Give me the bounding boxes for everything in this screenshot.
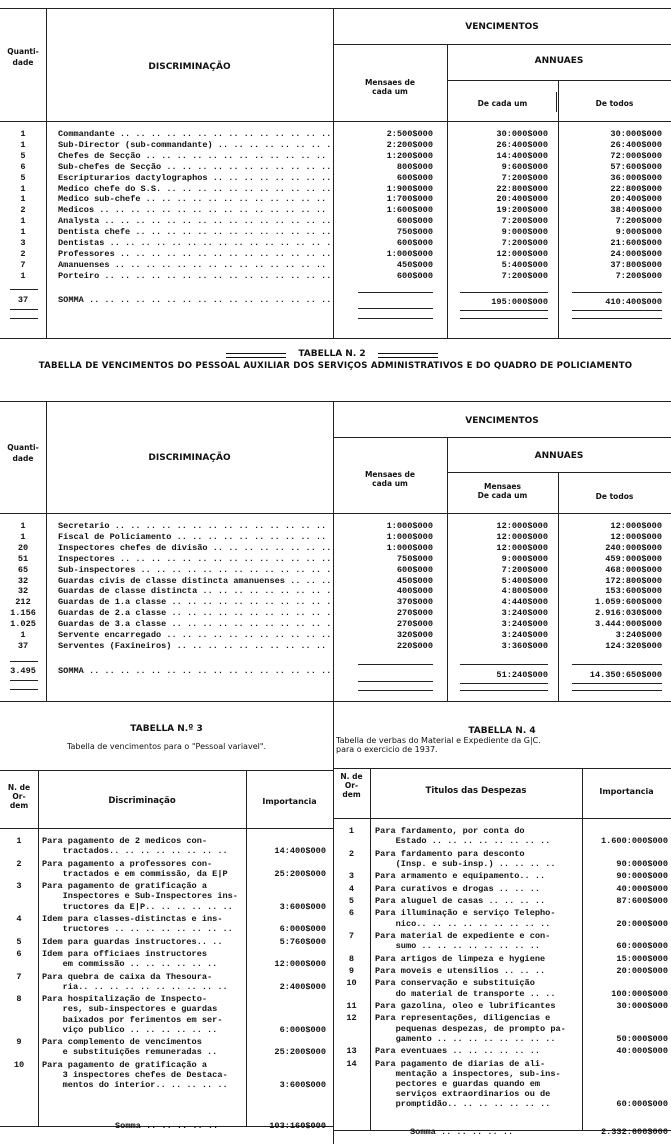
annual-each-cell: 12:000$000 <box>496 248 548 259</box>
annual-total-cell: 2.916:030$000 <box>594 608 662 619</box>
t1-total-label: SOMMA .. .. <box>58 296 330 305</box>
description-cell: Guardas de 1.a classe .. .. <box>58 598 330 607</box>
annual-each-cell: 3:240$000 <box>501 608 548 619</box>
description-cell: Para representações, diligencias e pequenas despezas, de prompto pa- gamento .. .. .. .. .. .. .. .. <box>375 1013 566 1044</box>
qty-cell: 2 <box>20 248 26 259</box>
description-cell: Inspectores .. .. <box>58 555 330 564</box>
t3-disc-header: Discriminação <box>108 796 176 806</box>
annual-each-cell: 7:200$000 <box>501 216 548 227</box>
t4-imp-header: Importancia <box>599 787 654 796</box>
description-cell: Para complemento de vencimentos e substituições remuneradas .. <box>42 1037 218 1058</box>
annual-total-cell: 37:800$000 <box>610 259 662 270</box>
annual-each-cell: 7:200$000 <box>501 270 548 281</box>
description-cell: Sub-chefes de Secção .. .. <box>58 163 330 172</box>
monthly-cell: 600$000 <box>396 270 433 281</box>
annual-total-cell: 3:240$000 <box>615 630 662 640</box>
annual-total-cell: 468:000$000 <box>605 564 662 575</box>
description-cell: Para conservação e substituição do material de transporte .. .. <box>375 978 556 999</box>
description-cell: Para pagamento de diarias de ali- mentação a inspectores, sub-ins- pectores e guardas quando em serviços extraordinarios ou de promptidão.. .. .. .. .. .. .. <box>375 1058 561 1110</box>
monthly-cell: 450$000 <box>396 259 433 270</box>
amount-cell: 25:200$000 <box>274 868 326 879</box>
qty-cell: 1 <box>20 630 26 640</box>
amount-cell: 60:000$000 <box>616 1099 668 1110</box>
qty-cell: 2 <box>20 205 26 216</box>
qty-cell: 5 <box>20 150 26 161</box>
qty-cell: 20 <box>17 542 29 553</box>
annual-total-cell: 7:200$000 <box>615 216 662 227</box>
qty-cell: 1.025 <box>10 619 36 630</box>
amount-cell: 12:000$000 <box>274 959 326 970</box>
description-cell: Dentista chefe .. .. <box>58 228 330 237</box>
description-cell: Para quebra de caixa da Thesoura- ria.. .. .. .. .. .. .. .. .. .. <box>42 971 228 992</box>
annual-each-cell: 5:400$000 <box>501 259 548 270</box>
annual-each-cell: 7:200$000 <box>501 238 548 248</box>
order-number-cell: 6 <box>16 949 22 959</box>
order-number-cell: 14 <box>346 1058 357 1069</box>
annual-total-cell: 12:000$000 <box>610 531 662 542</box>
qty-cell: 1.156 <box>10 608 36 619</box>
qty-cell: 212 <box>15 597 31 608</box>
order-number-cell: 12 <box>346 1013 357 1024</box>
order-number-cell: 9 <box>16 1037 22 1048</box>
t4-subtitle: Tabella de verbas do Material e Expediente da G|C. para o exercicio de 1937. <box>336 736 541 754</box>
annual-total-cell: 22:800$000 <box>610 183 662 194</box>
order-number-cell: 10 <box>346 978 357 989</box>
description-cell: Guardas civis de classe distincta amanuenses .. .. <box>58 577 330 586</box>
qty-cell: 5 <box>20 172 26 183</box>
monthly-cell: 1:700$000 <box>386 194 433 205</box>
monthly-cell: 450$000 <box>396 575 433 586</box>
t2-decada-header: Mensaes De cada um <box>477 482 528 500</box>
order-number-cell: 1 <box>16 836 22 846</box>
monthly-cell: 270$000 <box>396 619 433 630</box>
description-cell: Sub-inspectores .. .. <box>58 566 330 575</box>
description-cell: Para fardamento, por conta do Estado .. .. .. .. .. .. .. .. <box>375 826 551 847</box>
t2-total-label: SOMMA .. .. <box>58 667 330 676</box>
description-cell: Escripturarios dactylographos .. .. <box>58 174 330 183</box>
t1-total-cada: 195:000$000 <box>491 297 548 307</box>
annual-each-cell: 30:000$000 <box>496 129 548 139</box>
amount-cell: 40:000$000 <box>616 1046 668 1057</box>
monthly-cell: 600$000 <box>396 238 433 248</box>
description-cell: Para gazolina, oleo e lubrificantes <box>375 1001 556 1011</box>
monthly-cell: 2:500$000 <box>386 129 433 139</box>
order-number-cell: 2 <box>16 858 22 869</box>
amount-cell: 25:200$000 <box>274 1047 326 1058</box>
amount-cell: 87:600$000 <box>616 896 668 906</box>
qty-cell: 32 <box>17 586 29 597</box>
order-number-cell: 7 <box>348 931 355 941</box>
order-number-cell: 7 <box>16 971 22 982</box>
description-cell: Para pagamento de 2 medicos con- tractados.. .. .. .. .. .. .. .. <box>42 836 228 857</box>
t1-qty-header: Quanti- dade <box>7 47 39 67</box>
monthly-cell: 1:000$000 <box>386 531 433 542</box>
description-cell: Serventes (Faxineiros) .. .. <box>58 642 330 651</box>
annual-each-cell: 9:600$000 <box>501 161 548 172</box>
t3-title-number: TABELLA N.º 3 <box>130 724 203 734</box>
description-cell: Para pagamento a professores con- tractados e em commissão, da E|P <box>42 858 228 879</box>
annual-total-cell: 21:600$000 <box>610 238 662 248</box>
description-cell: Professores .. .. <box>58 250 330 259</box>
t1-total-qty: 37 <box>17 295 29 305</box>
order-number-cell: 4 <box>348 883 355 894</box>
description-cell: Para curativos e drogas .. .. .. <box>375 883 541 894</box>
monthly-cell: 1:900$000 <box>386 183 433 194</box>
description-cell: Medico chefe do S.S. .. .. <box>58 185 330 194</box>
t2-mensal-header: Mensaes de cada um <box>364 470 416 488</box>
description-cell: Guardas de 3.a classe .. .. <box>58 620 330 629</box>
t2-title: TABELLA DE VENCIMENTOS DO PESSOAL AUXILIAR DOS SERVIÇOS ADMINISTRATIVOS E DO QUADRO DE POLICIAMENTO <box>38 361 633 371</box>
qty-cell: 1 <box>20 139 26 150</box>
order-number-cell: 8 <box>16 994 22 1005</box>
monthly-cell: 220$000 <box>396 640 433 651</box>
annual-total-cell: 30:000$000 <box>610 129 662 139</box>
description-cell: Medico sub-chefe .. .. <box>58 195 330 204</box>
order-number-cell: 5 <box>16 936 22 947</box>
annual-each-cell: 7:200$000 <box>501 564 548 575</box>
amount-cell: 15:000$000 <box>616 953 668 964</box>
annual-total-cell: 20:400$000 <box>610 194 662 205</box>
t4-ord-header: N. de Or- dem <box>340 772 363 799</box>
qty-cell: 1 <box>20 270 26 281</box>
qty-cell: 1 <box>20 521 26 531</box>
t2-qty-header: Quanti- dade <box>7 443 39 463</box>
monthly-cell: 750$000 <box>396 227 433 238</box>
qty-cell: 3 <box>20 238 26 248</box>
annual-total-cell: 153:600$000 <box>605 586 662 597</box>
order-number-cell: 6 <box>348 908 355 919</box>
description-cell: Idem para guardas instructores.. .. <box>42 936 223 947</box>
t1-discriminacao-header: DISCRIMINAÇÃO <box>148 62 231 72</box>
annual-total-cell: 36:000$000 <box>610 172 662 183</box>
t2-total-cada: 51:240$000 <box>496 670 548 680</box>
annual-total-cell: 9:000$000 <box>615 227 662 238</box>
description-cell: Porteiro .. .. <box>58 272 330 281</box>
t1-total-todos: 410:400$000 <box>605 297 662 307</box>
t2-total-todos: 14.350:650$000 <box>589 670 662 680</box>
annual-total-cell: 240:000$000 <box>605 542 662 553</box>
order-number-cell: 9 <box>348 966 355 976</box>
description-cell: Medicos .. .. <box>58 206 330 215</box>
t3-subtitle: Tabella de vencimentos para o "Pessoal variavel". <box>66 742 267 751</box>
description-cell: Para pagamento de gratificação a 3 inspectores chefes de Destaca- mentos do interior.. .. .. .. .. <box>42 1059 228 1091</box>
order-number-cell: 11 <box>346 1001 357 1011</box>
monthly-cell: 370$000 <box>396 597 433 608</box>
t3-total: 103:160$000 <box>269 1121 326 1131</box>
annual-total-cell: 24:000$000 <box>610 248 662 259</box>
amount-cell: 3:600$000 <box>279 901 326 912</box>
t2-title-number: TABELLA N. 2 <box>298 349 366 359</box>
t1-annuaes-header: ANNUAES <box>534 56 584 66</box>
annual-each-cell: 12:000$000 <box>496 531 548 542</box>
t1-detodos-header: De todos <box>595 99 634 108</box>
monthly-cell: 600$000 <box>396 564 433 575</box>
annual-each-cell: 26:400$000 <box>496 139 548 150</box>
annual-total-cell: 57:600$000 <box>610 161 662 172</box>
amount-cell: 40:000$000 <box>616 883 668 894</box>
annual-total-cell: 3.444:000$000 <box>594 619 662 630</box>
amount-cell: 100:000$000 <box>611 988 668 999</box>
description-cell: Secretario .. .. <box>58 522 330 531</box>
amount-cell: 20:000$000 <box>616 918 668 929</box>
order-number-cell: 1 <box>348 826 355 836</box>
description-cell: Para hospitalização de Inspecto- res, sub-inspectores e guardas baixados por ferimentos em ser- viço publico .. .. .. .. .. .. <box>42 994 223 1035</box>
qty-cell: 37 <box>17 640 29 651</box>
amount-cell: 60:000$000 <box>616 941 668 952</box>
annual-each-cell: 5:400$000 <box>501 575 548 586</box>
description-cell: Guardas de 2.a classe .. .. <box>58 609 330 618</box>
annual-each-cell: 20:400$000 <box>496 194 548 205</box>
t4-total: 2.332:600$000 <box>600 1127 668 1137</box>
qty-cell: 1 <box>20 194 26 205</box>
t2-total-qty: 3.495 <box>10 666 36 676</box>
monthly-cell: 750$000 <box>396 553 433 564</box>
t3-ord-header: N. de Or- dem <box>7 783 31 810</box>
t4-total-label: Somma .. .. .. .. .. <box>410 1127 514 1137</box>
description-cell: Para fardamento para desconto (Insp. e sub-insp.) .. .. .. .. <box>375 848 556 869</box>
description-cell: Guardas de classe distincta .. .. <box>58 587 330 596</box>
description-cell: Chefes de Secção .. .. <box>58 152 330 161</box>
monthly-cell: 800$000 <box>396 161 433 172</box>
annual-each-cell: 4:800$000 <box>501 586 548 597</box>
description-cell: Commandante .. .. <box>58 130 330 139</box>
t1-vencimentos-header: VENCIMENTOS <box>465 22 539 32</box>
qty-cell: 1 <box>20 129 26 139</box>
amount-cell: 6:000$000 <box>279 924 326 935</box>
annual-each-cell: 14:400$000 <box>496 150 548 161</box>
description-cell: Dentistas .. .. <box>58 239 330 248</box>
t4-disc-header: Titulos das Despezas <box>425 786 527 796</box>
qty-cell: 1 <box>20 183 26 194</box>
monthly-cell: 270$000 <box>396 608 433 619</box>
order-number-cell: 3 <box>16 881 22 892</box>
order-number-cell: 8 <box>348 953 355 964</box>
amount-cell: 5:760$000 <box>279 936 326 947</box>
order-number-cell: 2 <box>348 848 355 859</box>
order-number-cell: 10 <box>13 1059 25 1070</box>
t3-total-label: Somma .. .. .. .. .. <box>115 1121 219 1131</box>
description-cell: Idem para officiaes instructores em commissão .. .. .. .. .. .. <box>42 949 218 970</box>
t2-annuaes-header: ANNUAES <box>534 451 584 461</box>
amount-cell: 30:000$000 <box>616 1001 668 1011</box>
t2-vencimentos-header: VENCIMENTOS <box>465 416 539 426</box>
qty-cell: 7 <box>20 259 26 270</box>
monthly-cell: 1:000$000 <box>386 542 433 553</box>
annual-each-cell: 4:440$000 <box>501 597 548 608</box>
description-cell: Para moveis e utensilios .. .. .. <box>375 966 546 976</box>
description-cell: Amanuenses .. .. <box>58 261 330 270</box>
annual-each-cell: 22:800$000 <box>496 183 548 194</box>
annual-each-cell: 3:240$000 <box>501 630 548 640</box>
annual-each-cell: 19:200$000 <box>496 205 548 216</box>
t4-title-number: TABELLA N. 4 <box>468 726 536 736</box>
qty-cell: 51 <box>17 553 29 564</box>
monthly-cell: 1:200$000 <box>386 150 433 161</box>
monthly-cell: 1:600$000 <box>386 205 433 216</box>
description-cell: Servente encarregado .. .. <box>58 631 330 640</box>
annual-each-cell: 12:000$000 <box>496 542 548 553</box>
description-cell: Para illuminação e serviço Telepho- nico.. .. .. .. .. .. .. .. .. <box>375 908 556 929</box>
annual-total-cell: 26:400$000 <box>610 139 662 150</box>
annual-total-cell: 12:000$000 <box>610 521 662 531</box>
annual-total-cell: 459:000$000 <box>605 553 662 564</box>
qty-cell: 1 <box>20 216 26 227</box>
annual-total-cell: 1.059:600$000 <box>594 597 662 608</box>
description-cell: Inspectores chefes de divisão .. .. <box>58 544 330 553</box>
monthly-cell: 600$000 <box>396 172 433 183</box>
description-cell: Para eventuaes .. .. .. .. .. .. <box>375 1046 541 1057</box>
monthly-cell: 1:000$000 <box>386 521 433 531</box>
description-cell: Sub-Director (sub-commandante) .. .. <box>58 141 330 150</box>
amount-cell: 3:600$000 <box>279 1080 326 1091</box>
t1-decada-header: De cada um <box>477 99 528 108</box>
t2-discriminacao-header: DISCRIMINAÇÃO <box>148 453 231 463</box>
monthly-cell: 2:200$000 <box>386 139 433 150</box>
description-cell: Para armamento e equipamento.. .. <box>375 871 546 882</box>
order-number-cell: 3 <box>348 871 355 882</box>
amount-cell: 6:000$000 <box>279 1024 326 1035</box>
annual-total-cell: 7:200$000 <box>615 270 662 281</box>
annual-total-cell: 172:800$000 <box>605 575 662 586</box>
qty-cell: 32 <box>17 575 29 586</box>
description-cell: Para aluguel de casas .. .. .. .. <box>375 896 546 906</box>
annual-each-cell: 12:000$000 <box>496 521 548 531</box>
order-number-cell: 5 <box>348 896 355 906</box>
monthly-cell: 400$000 <box>396 586 433 597</box>
annual-each-cell: 3:240$000 <box>501 619 548 630</box>
amount-cell: 50:000$000 <box>616 1033 668 1044</box>
description-cell: Para pagamento de gratificação a Inspectores e Sub-Inspectores ins- tructores da E|P.. .. .. .. .. .. <box>42 881 238 912</box>
qty-cell: 1 <box>20 531 26 542</box>
description-cell: Para material de expediente e con- sumo .. .. .. .. .. .. .. .. <box>375 931 551 952</box>
monthly-cell: 600$000 <box>396 216 433 227</box>
annual-total-cell: 72:000$000 <box>610 150 662 161</box>
order-number-cell: 4 <box>16 914 22 924</box>
qty-cell: 1 <box>20 227 26 238</box>
amount-cell: 20:000$000 <box>616 966 668 976</box>
qty-cell: 65 <box>17 564 29 575</box>
t3-imp-header: Importancia <box>262 797 317 806</box>
monthly-cell: 320$000 <box>396 630 433 640</box>
t2-detodos-header: De todos <box>595 492 634 501</box>
qty-cell: 6 <box>20 161 26 172</box>
description-cell: Fiscal de Policiamento .. .. <box>58 533 330 542</box>
description-cell: Idem para classes-distinctas e ins- tructores .. .. .. .. .. .. .. .. <box>42 914 233 935</box>
description-cell: Para artigos de limpeza e hygiene <box>375 953 546 964</box>
amount-cell: 90:000$000 <box>616 858 668 869</box>
annual-each-cell: 9:000$000 <box>501 227 548 238</box>
annual-total-cell: 38:400$000 <box>610 205 662 216</box>
annual-each-cell: 9:000$000 <box>501 553 548 564</box>
order-number-cell: 13 <box>346 1046 357 1057</box>
amount-cell: 1.600:000$000 <box>600 836 668 847</box>
annual-each-cell: 3:360$000 <box>501 640 548 651</box>
description-cell: Analysta .. .. <box>58 217 330 226</box>
annual-each-cell: 7:200$000 <box>501 172 548 183</box>
amount-cell: 90:000$000 <box>616 871 668 882</box>
amount-cell: 2:400$000 <box>279 981 326 992</box>
t1-mensal-header: Mensaes de cada um <box>364 78 416 96</box>
monthly-cell: 1:000$000 <box>386 248 433 259</box>
amount-cell: 14:400$000 <box>274 846 326 857</box>
annual-total-cell: 124:320$000 <box>605 640 662 651</box>
